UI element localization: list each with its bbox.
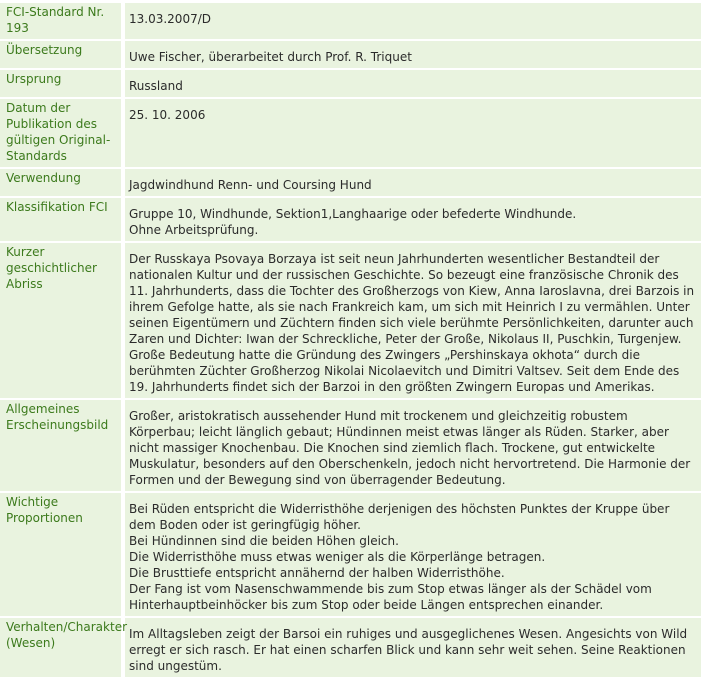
row-value — [125, 243, 701, 398]
row-geschichte — [0, 243, 701, 398]
value-line: Der Russkaya Psovaya Borzaya ist seit neun Jahrhunderten wesentlicher Bestandteil der nationalen Kultur und der russischen Geschichte. So bezeugt eine französische Chronik des 11. Jahrhunderts, dass die Tochter des Großherzogs von Kiew, Anna Iaroslavna, drei Barzois in ihrem Gefolge hatte, als sie nach Frankreich kam, um sich mit Heinrich I zu vermählen. Unter seinen Eigentümern und Züchtern finden sich viele berühmte Persönlichkeiten, darunter auch Zaren und Dichter: Iwan der Schreckliche, Peter der Große, Nikolaus II, Puschkin, Turgenjew. Große Bedeutung hatte die Gründung des Zwingers „Pershinskaya okhota“ durch die berühmten Züchter Großherzog Nikolai Nicolaevitch und Dimitri Valtsev. Seit dem Ende des 19. Jahrhunderts findet sich der Barzoi in den größten Zwingern Europas und Amerikas. — [129, 252, 695, 394]
row-datum-publikation — [0, 99, 701, 167]
value-line: Ohne Arbeitsprüfung. — [129, 223, 259, 237]
row-label: Klassifikation FCI — [0, 198, 121, 241]
row-label: Ursprung — [0, 70, 121, 97]
row-label: Übersetzung — [0, 41, 121, 68]
value-line: 13.03.2007/D — [129, 12, 211, 26]
row-label: Datum der Publikation des gültigen Original-Standards — [0, 99, 121, 167]
value-line: 25. 10. 2006 — [129, 108, 206, 122]
value-line: Jagdwindhund Renn- und Coursing Hund — [129, 178, 372, 192]
row-klassifikation — [0, 198, 701, 241]
value-line: Bei Rüden entspricht die Widerristhöhe derjenigen des höchsten Punktes der Kruppe über dem Boden oder ist geringfügig höher. — [129, 502, 670, 532]
row-fci-standard — [0, 3, 701, 39]
row-label: FCI-Standard Nr. 193 — [0, 3, 121, 39]
row-label: Wichtige Proportionen — [0, 493, 121, 616]
row-proportionen — [0, 493, 701, 616]
row-verhalten — [0, 618, 701, 677]
value-line: Russland — [129, 79, 183, 93]
row-value — [125, 3, 701, 39]
value-line: Die Brusttiefe entspricht annähernd der halben Widerristhöhe. — [129, 566, 505, 580]
value-line: Uwe Fischer, überarbeitet durch Prof. R. Triquet — [129, 50, 412, 64]
value-line: Der Fang ist vom Nasenschwammende bis zum Stop etwas länger als der Schädel vom Hinterhauptbeinhöcker bis zum Stop oder beide Längen entsprechen einander. — [129, 582, 652, 612]
value-line: Die Widerristhöhe muss etwas weniger als die Körperlänge betragen. — [129, 550, 546, 564]
row-ursprung — [0, 70, 701, 97]
value-line: Im Alltagsleben zeigt der Barsoi ein ruhiges und ausgeglichenes Wesen. Angesichts von Wild erregt er sich rasch. Er hat einen scharfen Blick und kann sehr weit sehen. Seine Reaktionen sind ungestüm. — [129, 627, 688, 673]
row-label: Verwendung — [0, 169, 121, 196]
row-verwendung — [0, 169, 701, 196]
value-line: Bei Hündinnen sind die beiden Höhen gleich. — [129, 534, 399, 548]
row-value — [125, 99, 701, 167]
value-line: Gruppe 10, Windhunde, Sektion1,Langhaarige oder befederte Windhunde. — [129, 207, 577, 221]
row-value — [125, 618, 701, 677]
row-label: Allgemeines Erscheinungsbild — [0, 400, 121, 491]
row-label: Kurzer geschichtlicher Abriss — [0, 243, 121, 398]
row-uebersetzung — [0, 41, 701, 68]
row-erscheinungsbild — [0, 400, 701, 491]
row-value — [125, 198, 701, 241]
row-value — [125, 41, 701, 68]
row-value — [125, 400, 701, 491]
row-value — [125, 493, 701, 616]
row-label: Verhalten/Charakter (Wesen) — [0, 618, 121, 677]
breed-standard-table — [0, 1, 701, 679]
row-value — [125, 70, 701, 97]
row-value — [125, 169, 701, 196]
value-line: Großer, aristokratisch aussehender Hund mit trockenem und gleichzeitig robustem Körperbau; leicht länglich gebaut; Hündinnen meist etwas länger als Rüden. Starker, aber nicht massiger Knochenbau. Die Knochen sind ziemlich flach. Trockene, gut entwickelte Muskulatur, besonders auf den Oberschenkeln, jedoch nicht hervortretend. Die Harmonie der Formen und der Bewegung sind von überragender Bedeutung. — [129, 409, 691, 487]
